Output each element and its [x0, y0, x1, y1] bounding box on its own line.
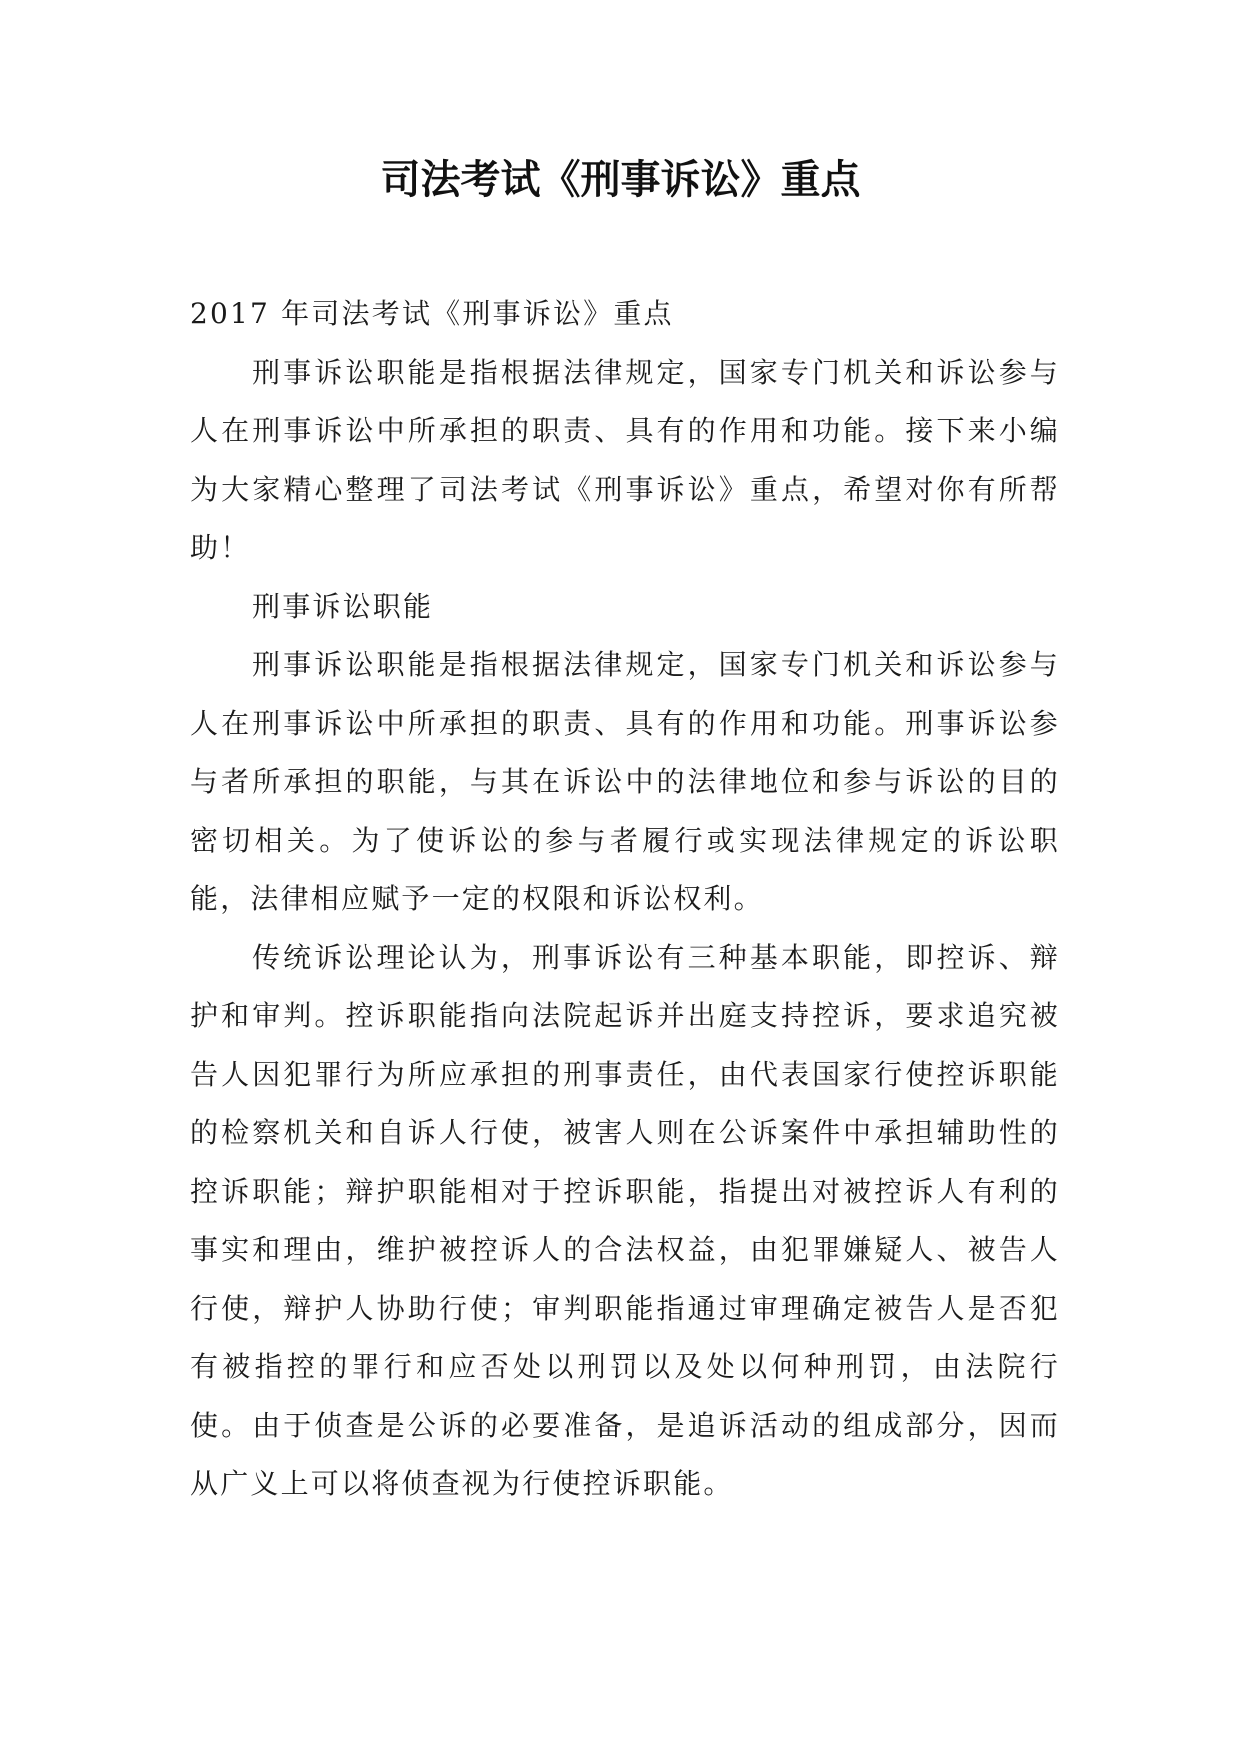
definition-paragraph: 刑事诉讼职能是指根据法律规定，国家专门机关和诉讼参与人在刑事诉讼中所承担的职责、具有的作用和功能。刑事诉讼参与者所承担的职能，与其在诉讼中的法律地位和参与诉讼的目的密切相关。为了使诉讼的参与者履行或实现法律规定的诉讼职能，法律相应赋予一定的权限和诉讼权利。	[190, 648, 1060, 915]
theory-paragraph: 传统诉讼理论认为，刑事诉讼有三种基本职能，即控诉、辩护和审判。控诉职能指向法院起诉并出庭支持控诉，要求追究被告人因犯罪行为所应承担的刑事责任，由代表国家行使控诉职能的检察机关和自诉人行使，被害人则在公诉案件中承担辅助性的控诉职能；辩护职能相对于控诉职能，指提出对被控诉人有利的事实和理由，维护被控诉人的合法权益，由犯罪嫌疑人、被告人行使，辩护人协助行使；审判职能指通过审理确定被告人是否犯有被指控的罪行和应否处以刑罚以及处以何种刑罚，由法院行使。由于侦查是公诉的必要准备，是追诉活动的组成部分，因而从广义上可以将侦查视为行使控诉职能。	[190, 940, 1060, 1500]
document-body	[190, 285, 1060, 1514]
document-subtitle: 2017 年司法考试《刑事诉讼》重点	[190, 297, 674, 330]
intro-paragraph: 刑事诉讼职能是指根据法律规定，国家专门机关和诉讼参与人在刑事诉讼中所承担的职责、具有的作用和功能。接下来小编为大家精心整理了司法考试《刑事诉讼》重点，希望对你有所帮助！	[190, 355, 1060, 564]
section-heading: 刑事诉讼职能	[252, 589, 434, 623]
document-title: 司法考试《刑事诉讼》重点	[380, 157, 861, 203]
